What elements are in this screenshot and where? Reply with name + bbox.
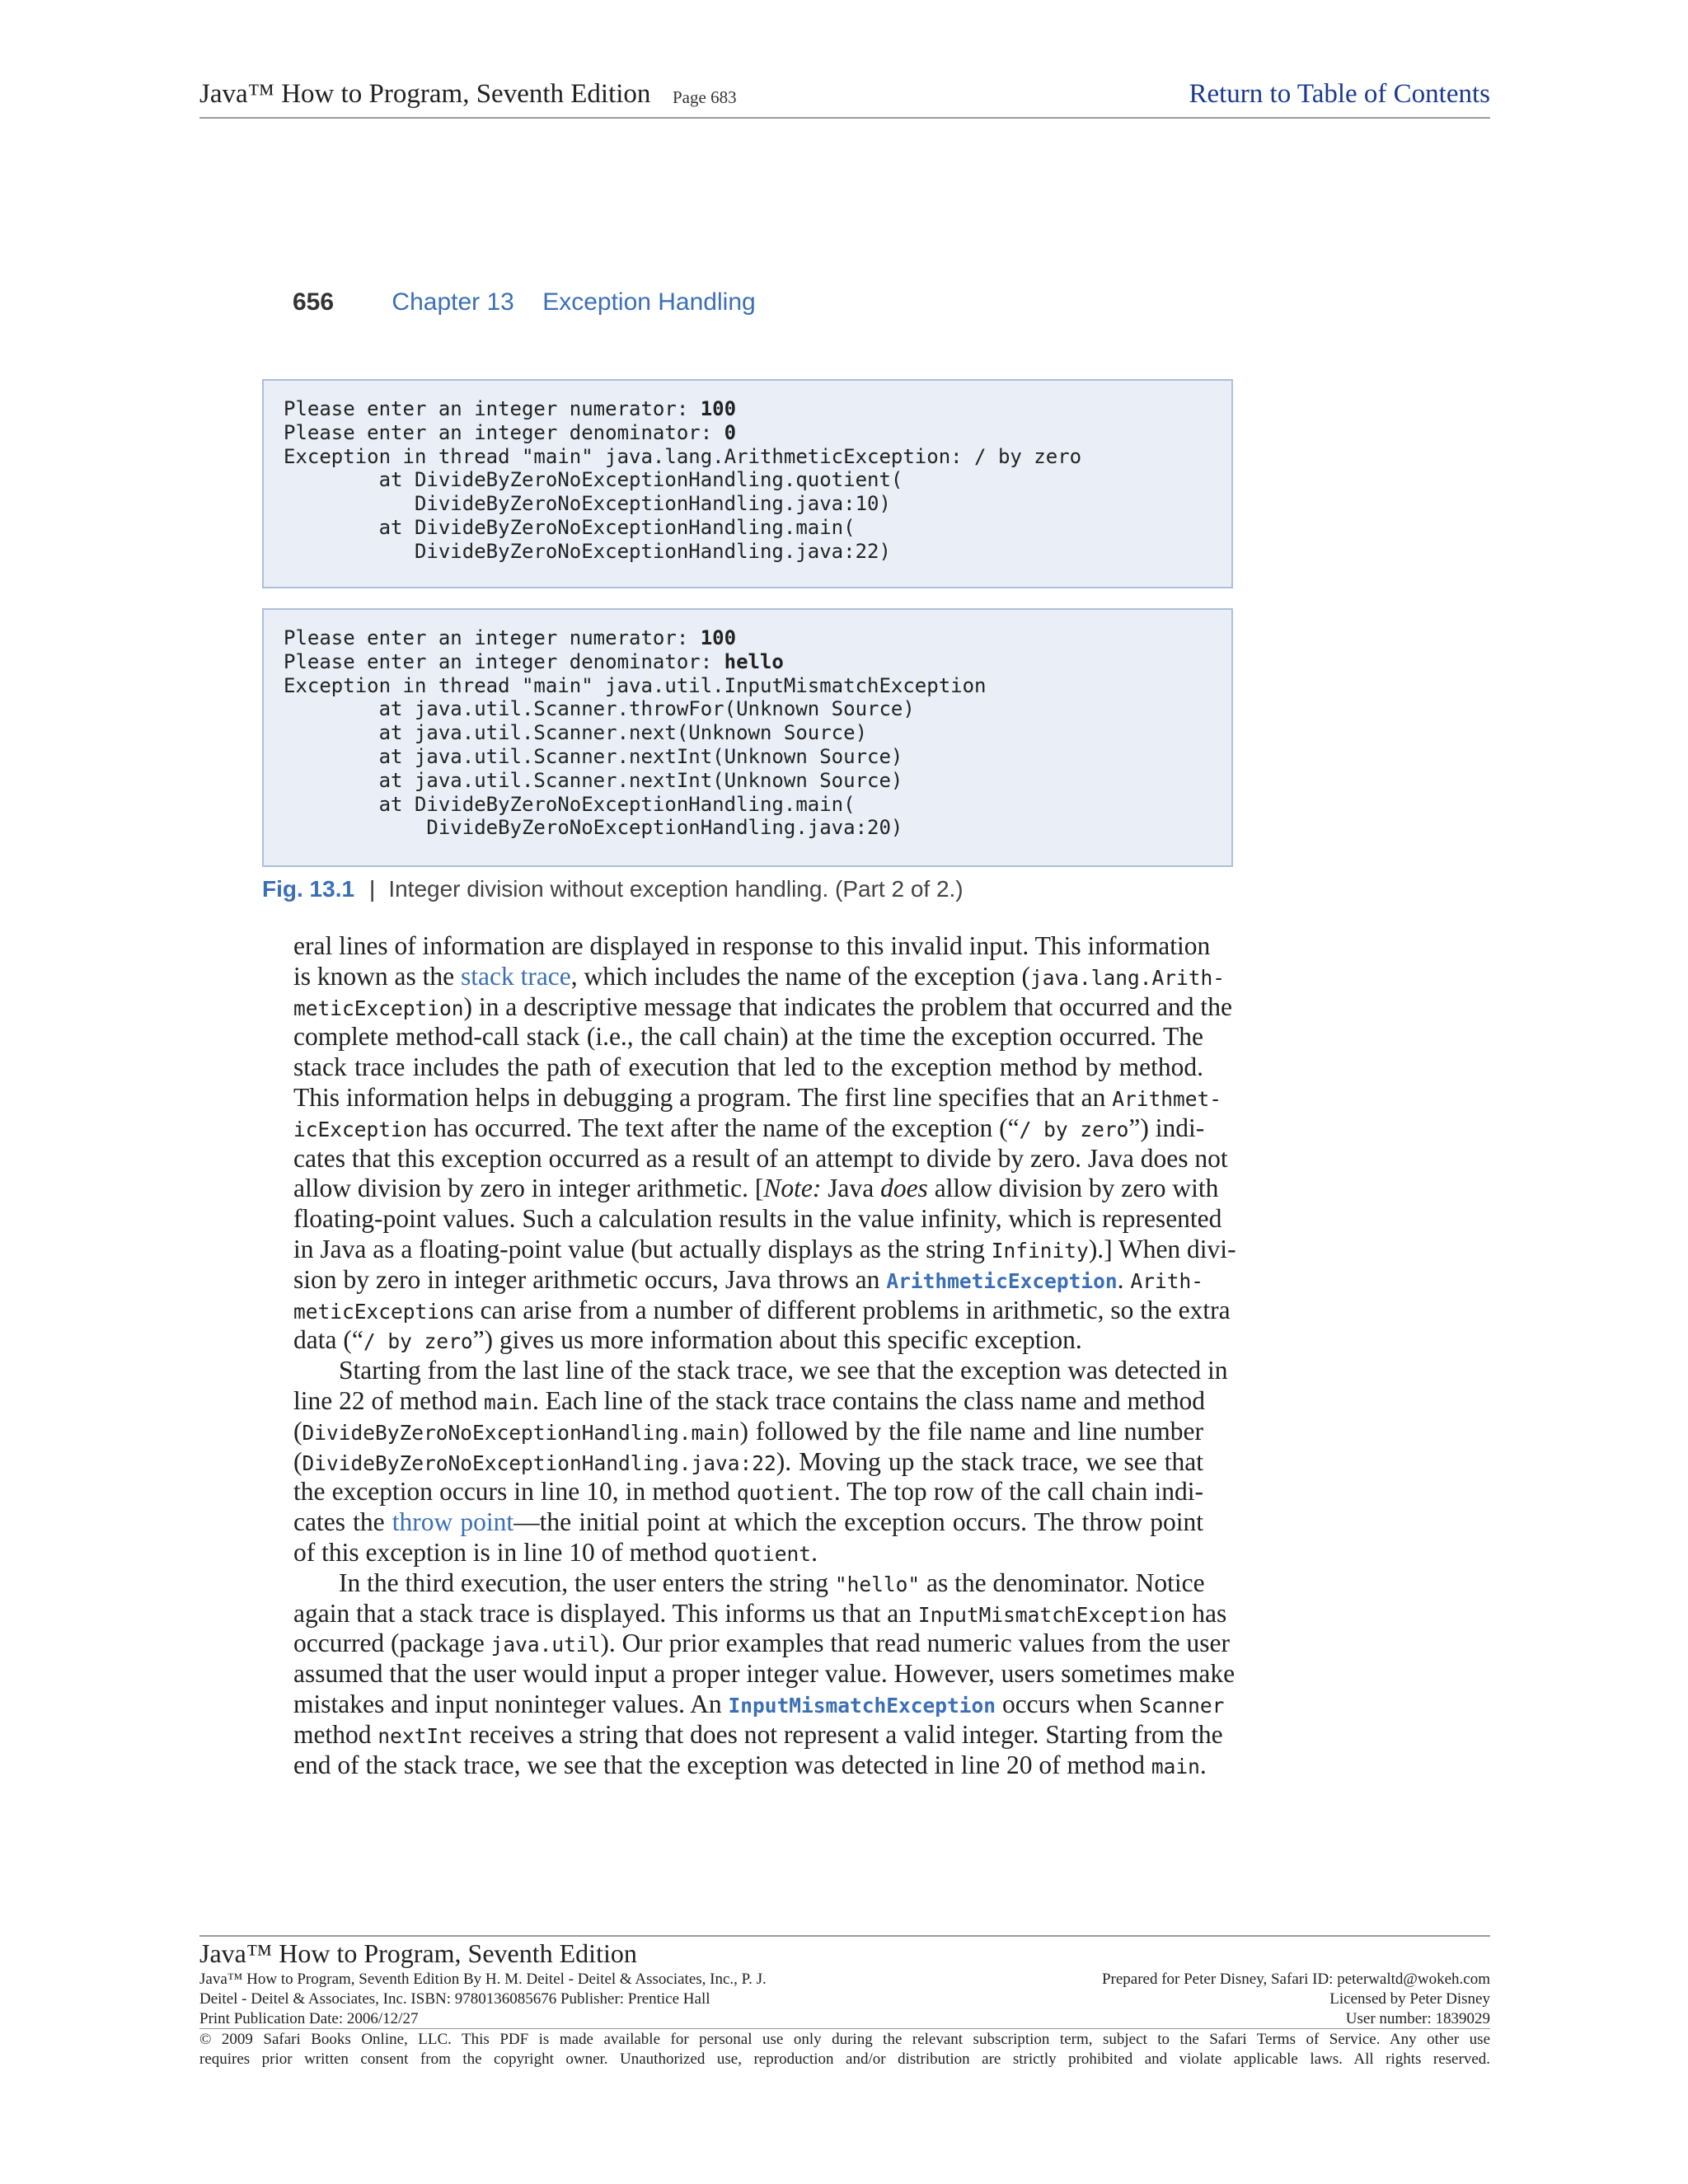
footer-publication-info bbox=[199, 1970, 767, 2029]
figure-caption-text: Integer division without exception handling. (Part 2 of 2.) bbox=[388, 876, 964, 902]
text-line bbox=[293, 991, 1232, 1023]
text-line bbox=[293, 1234, 1236, 1265]
text-run: occurred (package bbox=[293, 1629, 491, 1658]
text-line bbox=[293, 1507, 1203, 1538]
inline-code: icException bbox=[293, 1117, 428, 1141]
key-term: stack trace bbox=[460, 961, 571, 991]
text-run: the exception occurs in line 10, in method bbox=[293, 1477, 737, 1507]
console-text: at java.util.Scanner.next(Unknown Source) bbox=[284, 721, 868, 745]
text-run: allow division by zero with bbox=[927, 1174, 1219, 1203]
inline-code: "hello" bbox=[834, 1572, 921, 1596]
text-run: . bbox=[1117, 1264, 1131, 1294]
footer-left-line: Deitel - Deitel & Associates, Inc. ISBN: 9780136085676 Publisher: Prentice Hall bbox=[199, 1990, 710, 2008]
inline-code: InputMismatchException bbox=[917, 1602, 1186, 1627]
text-line bbox=[293, 1477, 1203, 1507]
text-run: cates the bbox=[293, 1507, 392, 1537]
console-line bbox=[284, 540, 1212, 564]
text-run: end of the stack trace, we see that the exception was detected in line 20 of method bbox=[293, 1750, 1151, 1779]
text-run: ( bbox=[293, 1446, 302, 1476]
text-run: in Java as a floating-point value (but actually displays as the string bbox=[293, 1234, 992, 1263]
book-title: Java™ How to Program, Seventh Edition bbox=[199, 79, 651, 109]
text-line bbox=[293, 1143, 1228, 1174]
text-line bbox=[293, 1113, 1203, 1144]
text-run: ). Our prior examples that read numeric values from the user bbox=[600, 1629, 1230, 1658]
figure-number: Fig. 13.1 bbox=[262, 876, 355, 902]
footer-divider-2 bbox=[199, 2028, 1490, 2029]
text-run: occurs when bbox=[996, 1689, 1140, 1718]
paragraph-3 bbox=[293, 1568, 1236, 1781]
text-run: ) in a descriptive message that indicates the problem that occurred and the bbox=[463, 991, 1232, 1021]
console-text: Exception in thread "main" java.lang.ArithmeticException: / by zero bbox=[284, 444, 1082, 468]
console-text: Please enter an integer denominator: bbox=[284, 649, 724, 673]
console-text: at java.util.Scanner.nextInt(Unknown Source) bbox=[284, 768, 903, 792]
console-line bbox=[284, 769, 1212, 793]
text-run: data (“ bbox=[293, 1325, 363, 1355]
text-run: ) followed by the file name and line number bbox=[739, 1416, 1203, 1446]
text-run: mistakes and input noninteger values. An bbox=[293, 1689, 729, 1718]
text-line bbox=[293, 1447, 1203, 1478]
footer-divider bbox=[199, 1935, 1490, 1937]
console-line bbox=[284, 421, 1212, 445]
inline-code: java.util bbox=[490, 1633, 601, 1657]
text-run: In the third execution, the user enters the string bbox=[339, 1568, 835, 1597]
text-line bbox=[293, 1022, 1203, 1052]
console-line bbox=[284, 745, 1212, 769]
console-line bbox=[284, 626, 1212, 650]
text-run: does bbox=[880, 1174, 928, 1203]
text-line bbox=[293, 1659, 1236, 1690]
console-line bbox=[284, 816, 1212, 840]
text-run: ).] When divi- bbox=[1088, 1234, 1236, 1263]
inline-code: meticException bbox=[293, 996, 464, 1020]
text-line bbox=[293, 1750, 1207, 1781]
footer-right-line: Prepared for Peter Disney, Safari ID: peterwaltd@wokeh.com bbox=[1101, 1971, 1490, 1988]
running-head bbox=[293, 288, 756, 316]
key-term: InputMismatchException bbox=[728, 1693, 996, 1718]
chapter-title: Exception Handling bbox=[542, 288, 756, 316]
console-text: at DivideByZeroNoExceptionHandling.quotient( bbox=[284, 468, 903, 492]
footer-left-line: Print Publication Date: 2006/12/27 bbox=[199, 2010, 419, 2027]
text-line bbox=[293, 1598, 1227, 1629]
console-text: DivideByZeroNoExceptionHandling.java:22) bbox=[284, 539, 891, 563]
user-input: 0 bbox=[724, 420, 737, 444]
inline-code: main bbox=[1151, 1754, 1200, 1779]
user-input: 100 bbox=[700, 397, 737, 420]
text-run: s can arise from a number of different problems in arithmetic, so the extra bbox=[463, 1295, 1231, 1324]
text-line bbox=[293, 1174, 1219, 1204]
console-line bbox=[284, 397, 1212, 421]
text-line bbox=[293, 1629, 1230, 1659]
text-run: receives a string that does not represent a valid integer. Starting from the bbox=[462, 1719, 1223, 1749]
text-line bbox=[293, 1295, 1231, 1326]
copyright-line: © 2009 Safari Books Online, LLC. This PDF is made available for personal use only during the relevant subscription term, subject to the Safari Terms of Service. Any other use bbox=[199, 2031, 1490, 2048]
copyright-notice bbox=[199, 2030, 1490, 2069]
text-line bbox=[293, 1385, 1206, 1417]
key-term: throw point bbox=[392, 1507, 514, 1537]
user-input: 100 bbox=[700, 626, 737, 649]
text-line bbox=[293, 1689, 1225, 1720]
text-run: assumed that the user would input a proper integer value. However, users sometimes make bbox=[293, 1659, 1236, 1689]
text-run: complete method-call stack (i.e., the call chain) at the time the exception occurred. The bbox=[293, 1022, 1203, 1052]
paragraph-2 bbox=[293, 1356, 1228, 1568]
text-run: . bbox=[1199, 1750, 1207, 1779]
text-line bbox=[293, 1538, 1203, 1568]
text-run: —the initial point at which the exception occurs. The throw point bbox=[513, 1507, 1203, 1537]
console-text: at DivideByZeroNoExceptionHandling.main( bbox=[284, 792, 856, 816]
text-run: is known as the bbox=[293, 961, 461, 991]
console-line bbox=[284, 721, 1212, 745]
inline-code: Scanner bbox=[1139, 1693, 1225, 1718]
copyright-line: requires prior written consent from the copyright owner. Unauthorized use, reproduction and/or distribution are strictly prohibited and violate applicable laws. All rights reserved. bbox=[199, 2050, 1490, 2068]
text-run: ( bbox=[293, 1416, 302, 1446]
console-line bbox=[284, 516, 1212, 540]
text-run: Java bbox=[821, 1174, 881, 1203]
footer-right-line: User number: 1839029 bbox=[1345, 2010, 1490, 2027]
text-run: method bbox=[293, 1719, 378, 1749]
console-line bbox=[284, 650, 1212, 674]
inline-code: meticException bbox=[293, 1299, 464, 1324]
text-run: sion by zero in integer arithmetic occurs, Java throws an bbox=[293, 1264, 887, 1294]
inline-code: main bbox=[483, 1390, 532, 1414]
console-text: Please enter an integer numerator: bbox=[284, 397, 701, 420]
console-text: at DivideByZeroNoExceptionHandling.main( bbox=[284, 515, 856, 539]
chapter-label: Chapter 13 bbox=[392, 288, 514, 316]
text-run: eral lines of information are displayed in response to this invalid input. This information bbox=[293, 931, 1211, 960]
page-number: 656 bbox=[293, 288, 335, 316]
text-run: ). Moving up the stack trace, we see that bbox=[776, 1446, 1203, 1476]
figure-caption bbox=[262, 876, 964, 902]
console-text: Please enter an integer denominator: bbox=[284, 420, 724, 444]
text-run: line 22 of method bbox=[293, 1385, 484, 1415]
page-header bbox=[199, 79, 1490, 119]
console-line bbox=[284, 468, 1212, 492]
inline-code: Arithmet- bbox=[1112, 1086, 1221, 1111]
console-output-1 bbox=[262, 379, 1233, 588]
inline-code: / by zero bbox=[1019, 1117, 1129, 1141]
console-text: at java.util.Scanner.throwFor(Unknown Source) bbox=[284, 697, 915, 721]
inline-code: Arith- bbox=[1130, 1268, 1203, 1293]
text-run: , which includes the name of the exception ( bbox=[570, 961, 1030, 991]
text-run: floating-point values. Such a calculation results in the value infinity, which is represented bbox=[293, 1204, 1222, 1234]
text-run: Starting from the last line of the stack trace, we see that the exception was detected in bbox=[339, 1356, 1228, 1385]
text-run: as the denominator. Notice bbox=[920, 1568, 1205, 1597]
text-line bbox=[293, 1204, 1222, 1235]
text-run: again that a stack trace is displayed. This informs us that an bbox=[293, 1598, 918, 1628]
text-run: stack trace includes the path of execution that led to the exception method by method. bbox=[293, 1052, 1203, 1082]
text-run: . The top row of the call chain indi- bbox=[833, 1477, 1203, 1507]
table-of-contents-link[interactable]: Return to Table of Contents bbox=[1189, 79, 1490, 109]
inline-code: java.lang.Arith- bbox=[1029, 965, 1225, 990]
body-text bbox=[293, 931, 1236, 1780]
figure-separator: | bbox=[369, 876, 376, 902]
text-line bbox=[293, 961, 1225, 992]
console-text: at java.util.Scanner.nextInt(Unknown Source) bbox=[284, 744, 903, 768]
text-line bbox=[293, 1568, 1203, 1599]
text-run: ”) indi- bbox=[1128, 1113, 1205, 1142]
inline-code: quotient bbox=[714, 1541, 812, 1566]
text-run: ”) gives us more information about this specific exception. bbox=[472, 1325, 1082, 1355]
text-line bbox=[293, 931, 1211, 962]
paragraph-1 bbox=[293, 931, 1236, 1356]
console-text: DivideByZeroNoExceptionHandling.java:20) bbox=[284, 816, 903, 840]
footer-right-line: Licensed by Peter Disney bbox=[1329, 1990, 1490, 2008]
console-line bbox=[284, 492, 1212, 516]
console-output-2 bbox=[262, 608, 1233, 867]
inline-code: Infinity bbox=[991, 1238, 1089, 1263]
text-run: This information helps in debugging a program. The first line specifies that an bbox=[293, 1082, 1113, 1112]
text-line bbox=[293, 1356, 1228, 1386]
inline-code: DivideByZeroNoExceptionHandling.java:22 bbox=[302, 1451, 776, 1475]
console-text: Exception in thread "main" java.util.InputMismatchException bbox=[284, 673, 987, 697]
text-line bbox=[293, 1719, 1223, 1750]
text-run: allow division by zero in integer arithmetic. [ bbox=[293, 1174, 764, 1203]
console-text: Please enter an integer numerator: bbox=[284, 626, 701, 649]
text-run: . bbox=[811, 1537, 818, 1567]
text-run: of this exception is in line 10 of method bbox=[293, 1537, 715, 1567]
inline-code: nextInt bbox=[377, 1723, 463, 1748]
text-run: . Each line of the stack trace contains the class name and method bbox=[532, 1385, 1206, 1415]
text-line bbox=[293, 1265, 1203, 1296]
text-line bbox=[293, 1417, 1203, 1447]
text-line bbox=[293, 1052, 1203, 1083]
text-line bbox=[293, 1082, 1221, 1113]
page-reference: Page 683 bbox=[673, 87, 737, 107]
footer-license-info bbox=[1102, 1970, 1490, 2029]
footer-title: Java™ How to Program, Seventh Edition bbox=[199, 1938, 637, 1968]
user-input: hello bbox=[724, 649, 784, 673]
inline-code: quotient bbox=[736, 1481, 834, 1506]
text-run: has occurred. The text after the name of the exception (“ bbox=[427, 1113, 1020, 1142]
text-run: has bbox=[1185, 1598, 1227, 1628]
console-line bbox=[284, 793, 1212, 817]
inline-code: DivideByZeroNoExceptionHandling.main bbox=[302, 1420, 740, 1445]
text-run: Note: bbox=[763, 1174, 822, 1203]
footer-left-line: Java™ How to Program, Seventh Edition By H. M. Deitel - Deitel & Associates, Inc., P. J. bbox=[199, 1971, 767, 1988]
console-text: DivideByZeroNoExceptionHandling.java:10) bbox=[284, 492, 891, 516]
console-line bbox=[284, 674, 1212, 698]
text-run: cates that this exception occurred as a result of an attempt to divide by zero. Java does not bbox=[293, 1143, 1228, 1173]
text-line bbox=[293, 1325, 1203, 1356]
console-line bbox=[284, 445, 1212, 469]
key-term: ArithmeticException bbox=[886, 1268, 1118, 1293]
inline-code: / by zero bbox=[363, 1329, 473, 1354]
console-line bbox=[284, 697, 1212, 721]
